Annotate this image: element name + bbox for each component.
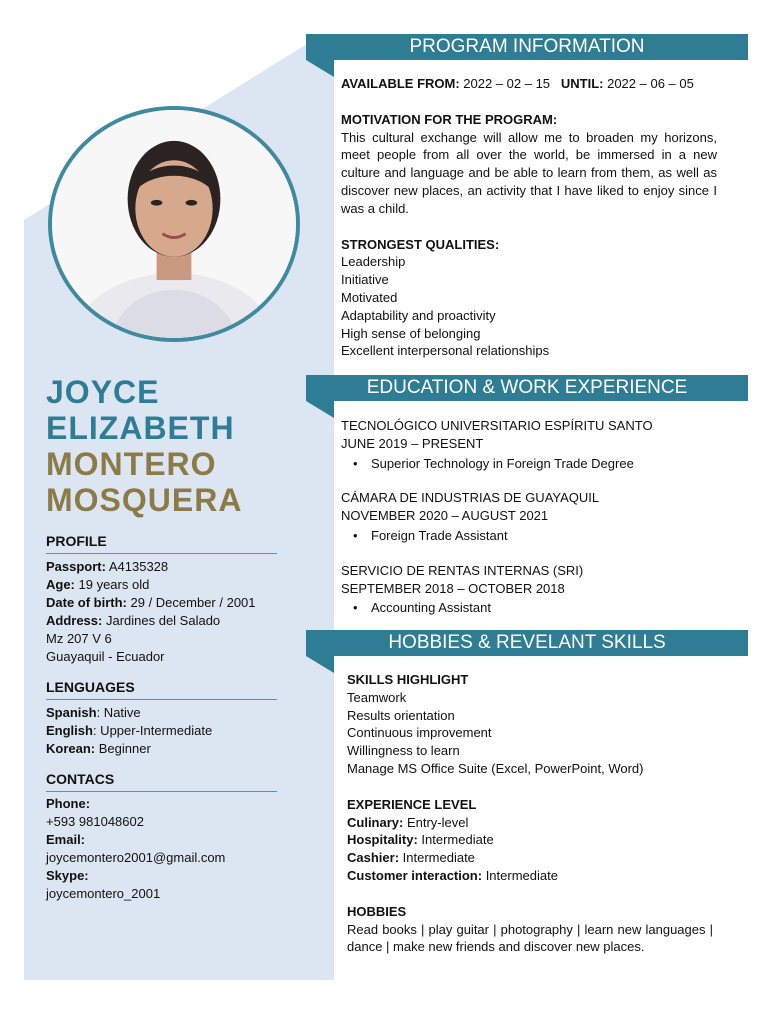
profile-photo [48,106,300,342]
education-entry [341,489,721,544]
experience-item: Cashier: Intermediate [347,850,475,866]
quality-item: Motivated [341,289,398,305]
education-entry [341,562,721,617]
entry-item: • Accounting Assistant [341,599,721,617]
entry-item: • Superior Technology in Foreign Trade Degree [341,455,721,473]
experience-label: EXPERIENCE LEVEL [347,796,477,812]
education-entry [341,417,721,472]
languages-list [46,704,306,758]
skype-label: Skype: [46,868,89,883]
experience-item: Culinary: Entry-level [347,814,469,830]
email-label: Email: [46,832,86,847]
phone-value: +593 981048602 [46,814,144,829]
experience-item: Hospitality: Intermediate [347,832,494,848]
portrait-image [52,110,296,338]
dob-row: Date of birth: 29 / December / 2001 [46,595,256,610]
org-name: TECNOLÓGICO UNIVERSITARIO ESPÍRITU SANTO [341,418,653,433]
program-section [341,75,717,360]
language-item: Korean: Beginner [46,741,151,756]
quality-item: Excellent interpersonal relationships [341,343,550,359]
skype-value: joycemontero_2001 [46,886,161,901]
skill-item: Teamwork [347,689,407,705]
profile-heading: PROFILE [46,533,277,554]
skill-item: Results orientation [347,707,455,723]
experience-item: Customer interaction: Intermediate [347,867,558,883]
program-banner: PROGRAM INFORMATION [306,34,748,60]
motivation-text: This cultural exchange will allow me to broaden my horizons, meet people from all over the world, be immersed in a new culture and language and be able to learn from them, as well as discover new places, an activity that I have liked to enjoy since I was a child. [341,129,717,216]
address-row: Address: Jardines del Salado [46,613,221,628]
skill-item: Willingness to learn [347,743,460,759]
program-banner-tab [306,60,334,77]
hobbies-banner: HOBBIES & REVELANT SKILLS [306,630,748,656]
hobbies-label: HOBBIES [347,903,407,919]
education-banner-tab [306,401,334,418]
motivation-label: MOTIVATION FOR THE PROGRAM: [341,111,558,127]
skill-item: Manage MS Office Suite (Excel, PowerPoint, Word) [347,760,644,776]
address-line-3: Guayaquil - Ecuador [46,649,165,664]
entry-item: • Foreign Trade Assistant [341,527,721,545]
date-range: SEPTEMBER 2018 – OCTOBER 2018 [341,580,565,596]
passport-row: Passport: A4135328 [46,559,169,574]
first-name: JOYCE [46,374,160,410]
date-range: NOVEMBER 2020 – AUGUST 2021 [341,508,549,524]
languages-heading: LENGUAGES [46,679,277,700]
hobbies-banner-tab [306,656,334,673]
org-name: SERVICIO DE RENTAS INTERNAS (SRI) [341,562,584,578]
contacts-list [46,795,306,903]
phone-label: Phone: [46,796,91,811]
availability-row: AVAILABLE FROM: 2022 – 02 – 15 UNTIL: 2022 – 06 – 05 [341,76,694,91]
language-item: Spanish: Native [46,705,141,720]
quality-item: Initiative [341,272,389,288]
hobbies-section [347,671,713,956]
quality-item: Adaptability and proactivity [341,307,496,323]
contacts-heading: CONTACS [46,771,277,792]
skills-label: SKILLS HIGHLIGHT [347,672,469,687]
skill-item: Continuous improvement [347,725,492,741]
education-section [341,417,721,617]
email-value[interactable]: joycemontero2001@gmail.com [46,850,226,865]
profile-details [46,558,306,666]
middle-name: ELIZABETH [46,410,235,446]
quality-item: Leadership [341,254,406,270]
date-range: JUNE 2019 – PRESENT [341,435,484,451]
last-name-2: MOSQUERA [46,482,243,518]
hobbies-text: Read books | play guitar | photography | learn new languages | dance | make new friends and discover new places. [347,921,713,955]
last-name-1: MONTERO [46,446,217,482]
quality-item: High sense of belonging [341,325,481,341]
org-name: CÁMARA DE INDUSTRIAS DE GUAYAQUIL [341,490,600,506]
address-line-2: Mz 207 V 6 [46,631,112,646]
language-item: English: Upper-Intermediate [46,723,213,738]
age-row: Age: 19 years old [46,577,150,592]
qualities-label: STRONGEST QUALITIES: [341,236,500,252]
education-banner: EDUCATION & WORK EXPERIENCE [306,375,748,401]
